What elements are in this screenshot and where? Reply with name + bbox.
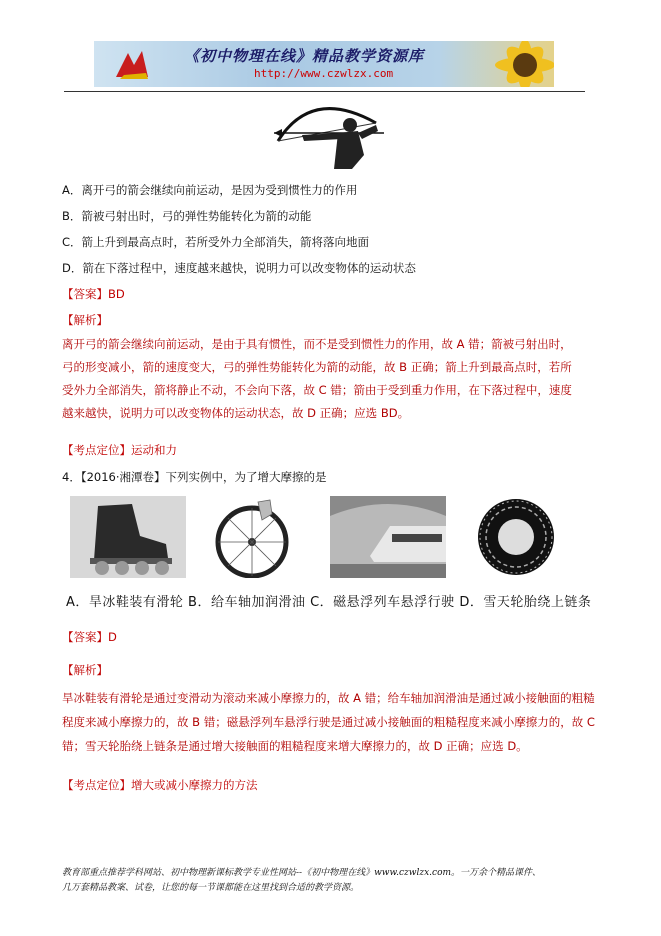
answer-tag: 【答案】 [62,630,108,644]
answer-tag: 【答案】 [62,287,108,301]
analysis-line: 离开弓的箭会继续向前运动，是由于具有惯性，而不是受到惯性力的作用，故 A 错；箭被弓射出时， [62,337,572,351]
analysis-line: 错；雪天轮胎绕上链条是通过增大接触面的粗糙程度来增大摩擦力的，故 D 正确；应选 D。 [62,739,528,753]
photo-bicycle-wheel [196,496,312,578]
option-letter: D． [62,261,83,275]
page-footer [62,866,602,896]
q4-point [62,777,258,793]
photo-tire-chain [466,496,566,578]
analysis-line: 程度来减小摩擦力的，故 B 错；磁悬浮列车悬浮行驶是通过减小接触面的粗糙程度来减小摩擦力的，故 C [62,715,595,729]
option-letter: C． [62,235,82,249]
point-value: 增大或减小摩擦力的方法 [131,778,258,792]
caption-a: A．旱冰鞋装有滑轮 [66,595,184,610]
maglev-train-icon [330,496,446,578]
analysis-line: 旱冰鞋装有滑轮是通过变滑动为滚动来减小摩擦力的，故 A 错；给车轴加润滑油是通过减小接触面的粗糙 [62,691,595,705]
q4-answer [62,629,117,645]
q4-analysis-tag: 【解析】 [62,663,108,677]
option-text: 离开弓的箭会继续向前运动，是因为受到惯性力的作用 [81,183,358,197]
footer-line: 教育部重点推荐学科网站、初中物理新课标教学专业性网站--《初中物理在线》www.czwlzx.com。一万余个精品课件、 [62,868,542,878]
option-text: 箭上升到最高点时，若所受外力全部消失，箭将落向地面 [81,235,370,249]
sunflower-icon [490,41,554,87]
q4-captions [66,591,591,610]
option-d [62,260,416,276]
site-logo-icon [112,47,152,83]
analysis-line: 弓的形变减小，箭的速度变大，弓的弹性势能转化为箭的动能，故 B 正确；箭上升到最高点时，若所 [62,360,572,374]
q3-analysis-tag: 【解析】 [62,313,108,327]
option-text: 箭在下落过程中，速度越来越快，说明力可以改变物体的运动状态 [82,261,416,275]
point-value: 运动和力 [131,443,177,457]
analysis-line: 越来越快，说明力可以改变物体的运动状态，故 D 正确；应选 BD。 [62,406,410,420]
photo-maglev-train [330,496,446,578]
point-tag: 【考点定位】 [62,443,131,457]
option-b [62,208,311,224]
photo-roller-skate [70,496,186,578]
analysis-line: 受外力全部消失，箭将静止不动，不会向下落，故 C 错；箭由于受到重力作用，在下落过程中，速度 [62,383,572,397]
answer-value: BD [108,287,125,301]
site-url[interactable]: http://www.czwlzx.com [254,67,394,80]
q4-analysis [62,686,607,758]
roller-skate-icon [70,496,186,578]
option-a [62,182,357,198]
caption-d: D．雪天轮胎绕上链条 [459,595,592,610]
site-title: 《初中物理在线》精品教学资源库 [184,47,425,65]
caption-c: C．磁悬浮列车悬浮行驶 [310,595,455,610]
caption-b: B．给车轴加润滑油 [188,595,306,610]
point-tag: 【考点定位】 [62,778,131,792]
q4-title: 4．【2016·湘潭卷】下列实例中，为了增大摩擦的是 [62,470,327,484]
bicycle-wheel-icon [196,496,312,578]
q3-analysis [62,333,597,425]
option-c [62,234,369,250]
answer-value: D [108,630,117,644]
option-letter: A． [62,183,82,197]
archer-illustration [272,93,388,173]
q3-point [62,442,177,458]
footer-line: 几万套精品教案、试卷，让您的每一节课都能在这里找到合适的教学资源。 [62,883,360,893]
option-text: 箭被弓射出时，弓的弹性势能转化为箭的动能 [81,209,312,223]
q3-answer [62,286,125,302]
header-banner [94,41,554,87]
header-divider [64,91,585,92]
option-letter: B． [62,209,82,223]
tire-chain-icon [466,496,566,578]
